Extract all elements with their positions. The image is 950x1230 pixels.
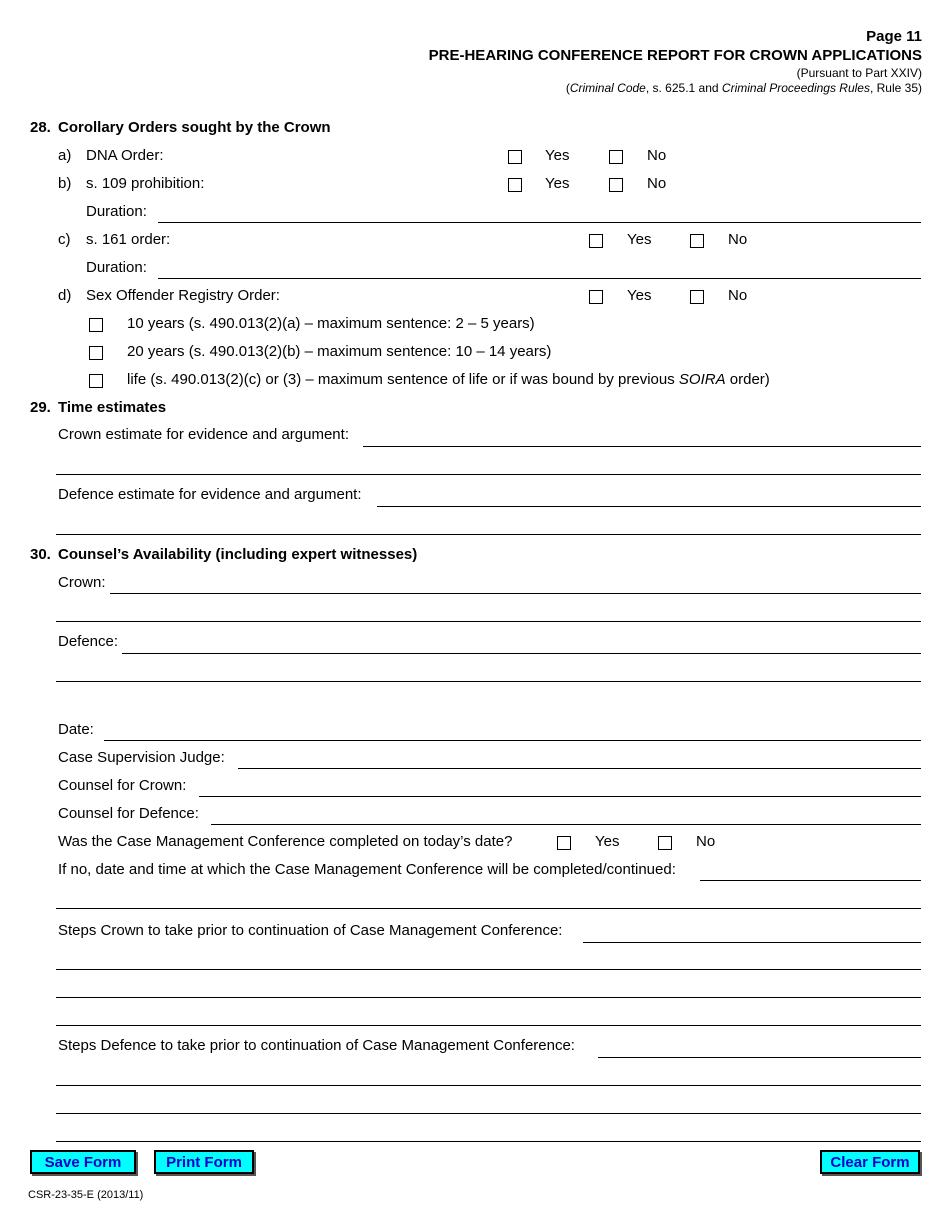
form-code: CSR-23-35-E (2013/11) [28, 1189, 144, 1201]
pursuant-note: (Pursuant to Part XXIV) [796, 66, 922, 80]
cmc-question: Was the Case Management Conference completed on today’s date? [58, 833, 513, 850]
section-30-title: Counsel’s Availability (including expert witnesses) [58, 546, 418, 563]
form-title: PRE-HEARING CONFERENCE REPORT FOR CROWN APPLICATIONS [428, 47, 922, 64]
print-form-button[interactable]: Print Form [154, 1150, 254, 1174]
defence-estimate-field-2[interactable] [56, 534, 921, 535]
soira-20yr-checkbox[interactable] [89, 346, 103, 360]
dna-no-label: No [647, 147, 667, 164]
s109-no-label: No [647, 175, 667, 192]
soira-10yr-checkbox[interactable] [89, 318, 103, 332]
section-28-title: Corollary Orders sought by the Crown [58, 119, 331, 136]
crown-availability-field[interactable] [110, 593, 921, 594]
cmc-no-label: No [696, 833, 716, 850]
s161-no-label: No [728, 231, 748, 248]
crown-availability-field-2[interactable] [56, 621, 921, 622]
section-29-number: 29. [30, 399, 51, 416]
judge-label: Case Supervision Judge: [58, 749, 225, 766]
date-label: Date: [58, 721, 94, 738]
crown-availability-label: Crown: [58, 574, 106, 591]
s161-duration-field[interactable] [158, 278, 921, 279]
s109-yes-label: Yes [545, 175, 570, 192]
defence-estimate-label: Defence estimate for evidence and argument: [58, 486, 362, 503]
counsel-crown-label: Counsel for Crown: [58, 777, 187, 794]
dna-yes-checkbox[interactable] [508, 150, 522, 164]
s161-yes-label: Yes [627, 231, 652, 248]
s109-no-checkbox[interactable] [609, 178, 623, 192]
page-number: Page 11 [866, 28, 922, 45]
soira-no-checkbox[interactable] [690, 290, 704, 304]
soira-yes-checkbox[interactable] [589, 290, 603, 304]
item-c-letter: c) [58, 231, 71, 248]
steps-defence-field-3[interactable] [56, 1113, 921, 1114]
defence-estimate-field[interactable] [377, 506, 921, 507]
crown-estimate-field-2[interactable] [56, 474, 921, 475]
s161-duration-label: Duration: [86, 259, 147, 276]
defence-availability-label: Defence: [58, 633, 119, 650]
soira-10yr-label: 10 years (s. 490.013(2)(a) – maximum sentence: 2 – 5 years) [127, 315, 535, 332]
steps-crown-field-4[interactable] [56, 1025, 921, 1026]
section-29-title: Time estimates [58, 399, 167, 416]
authority-note: (Criminal Code, s. 625.1 and Criminal Proceedings Rules, Rule 35) [565, 81, 922, 95]
counsel-defence-label: Counsel for Defence: [58, 805, 199, 822]
defence-availability-field-2[interactable] [56, 681, 921, 682]
s109-duration-label: Duration: [86, 203, 147, 220]
soira-life-checkbox[interactable] [89, 374, 103, 388]
steps-defence-field-2[interactable] [56, 1085, 921, 1086]
soira-20yr-label: 20 years (s. 490.013(2)(b) – maximum sentence: 10 – 14 years) [127, 343, 552, 360]
soira-yes-label: Yes [627, 287, 652, 304]
steps-defence-field-4[interactable] [56, 1141, 921, 1142]
continuation-date-label: If no, date and time at which the Case Management Conference will be completed/continued: [58, 861, 676, 878]
cmc-no-checkbox[interactable] [658, 836, 672, 850]
judge-field[interactable] [238, 768, 921, 769]
steps-crown-field[interactable] [583, 942, 921, 943]
item-d-letter: d) [58, 287, 72, 304]
counsel-defence-field[interactable] [211, 824, 921, 825]
steps-crown-field-2[interactable] [56, 969, 921, 970]
item-a-letter: a) [58, 147, 72, 164]
continuation-date-field[interactable] [700, 880, 921, 881]
cmc-yes-checkbox[interactable] [557, 836, 571, 850]
soira-label: Sex Offender Registry Order: [86, 287, 280, 304]
s161-label: s. 161 order: [86, 231, 171, 248]
steps-crown-label: Steps Crown to take prior to continuation of Case Management Conference: [58, 922, 563, 939]
dna-yes-label: Yes [545, 147, 570, 164]
section-28-number: 28. [30, 119, 51, 136]
steps-defence-label: Steps Defence to take prior to continuation of Case Management Conference: [58, 1037, 575, 1054]
cmc-yes-label: Yes [595, 833, 620, 850]
s109-yes-checkbox[interactable] [508, 178, 522, 192]
s109-duration-field[interactable] [158, 222, 921, 223]
crown-estimate-field[interactable] [363, 446, 921, 447]
soira-life-label: life (s. 490.013(2)(c) or (3) – maximum sentence of life or if was bound by previous SOIRA order) [127, 371, 770, 388]
steps-crown-field-3[interactable] [56, 997, 921, 998]
dna-no-checkbox[interactable] [609, 150, 623, 164]
section-30-number: 30. [30, 546, 51, 563]
crown-estimate-label: Crown estimate for evidence and argument: [58, 426, 349, 443]
clear-form-button[interactable]: Clear Form [820, 1150, 920, 1174]
s109-label: s. 109 prohibition: [86, 175, 205, 192]
defence-availability-field[interactable] [122, 653, 921, 654]
dna-order-label: DNA Order: [86, 147, 164, 164]
item-b-letter: b) [58, 175, 72, 192]
save-form-button[interactable]: Save Form [30, 1150, 136, 1174]
date-field[interactable] [104, 740, 921, 741]
s161-no-checkbox[interactable] [690, 234, 704, 248]
soira-no-label: No [728, 287, 748, 304]
steps-defence-field[interactable] [598, 1057, 921, 1058]
continuation-date-field-2[interactable] [56, 908, 921, 909]
s161-yes-checkbox[interactable] [589, 234, 603, 248]
counsel-crown-field[interactable] [199, 796, 921, 797]
